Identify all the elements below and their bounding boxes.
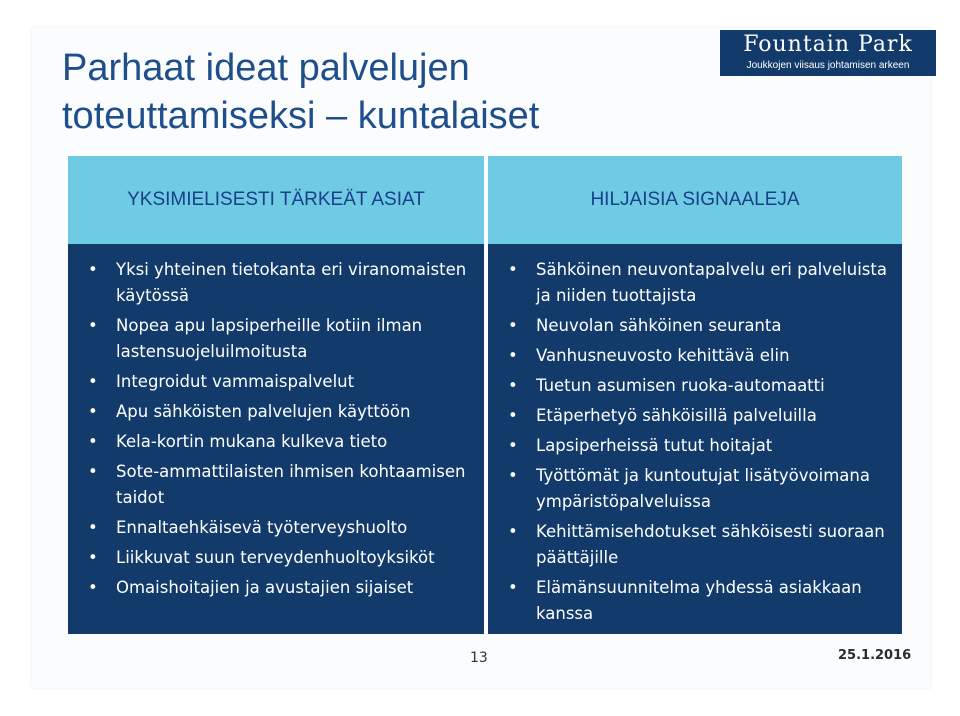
list-item: • Ennaltaehkäisevä työterveyshuolto: [88, 515, 476, 541]
list-item: • Vanhusneuvosto kehittävä elin: [508, 343, 894, 369]
title-line-1: Parhaat ideat palvelujen: [62, 47, 470, 89]
list-item: • Yksi yhteinen tietokanta eri viranomaisten käytössä: [88, 257, 476, 309]
list-item: • Kela-kortin mukana kulkeva tieto: [88, 429, 476, 455]
list-item: • Sote-ammattilaisten ihmisen kohtaamisen taidot: [88, 459, 476, 511]
list-item: • Apu sähköisten palvelujen käyttöön: [88, 399, 476, 425]
right-panel-body: [488, 244, 902, 634]
list-item: • Nopea apu lapsiperheille kotiin ilman lastensuojeluilmoitusta: [88, 313, 476, 365]
left-panel-body: [68, 244, 484, 634]
list-item: • Neuvolan sähköinen seuranta: [508, 313, 894, 339]
list-item: • Sähköinen neuvontapalvelu eri palveluista ja niiden tuottajista: [508, 257, 894, 309]
list-item: • Etäperhetyö sähköisillä palveluilla: [508, 403, 894, 429]
brand-logo: [720, 30, 936, 76]
list-item: • Integroidut vammaispalvelut: [88, 369, 476, 395]
right-panel-list: [508, 257, 894, 627]
page-number: 13: [470, 650, 488, 666]
left-panel-heading: YKSIMIELISESTI TÄRKEÄT ASIAT: [68, 156, 484, 244]
slide-title: [62, 44, 682, 140]
list-item: • Liikkuvat suun terveydenhuoltoyksiköt: [88, 545, 476, 571]
brand-name: Fountain Park: [743, 32, 913, 57]
list-item: • Elämänsuunnitelma yhdessä asiakkaan kanssa: [508, 575, 894, 627]
list-item: • Lapsiperheissä tutut hoitajat: [508, 433, 894, 459]
title-line-2: toteuttamiseksi – kuntalaiset: [62, 95, 540, 137]
list-item: • Työttömät ja kuntoutujat lisätyövoimana ympäristöpalveluissa: [508, 463, 894, 515]
left-panel-list: [88, 257, 476, 601]
list-item: • Kehittämisehdotukset sähköisesti suoraan päättäjille: [508, 519, 894, 571]
brand-tagline: Joukkojen viisaus johtamisen arkeen: [746, 60, 910, 71]
list-item: • Omaishoitajien ja avustajien sijaiset: [88, 575, 476, 601]
slide-date: 25.1.2016: [838, 648, 912, 663]
list-item: • Tuetun asumisen ruoka-automaatti: [508, 373, 894, 399]
right-panel-heading: HILJAISIA SIGNAALEJA: [488, 156, 902, 244]
